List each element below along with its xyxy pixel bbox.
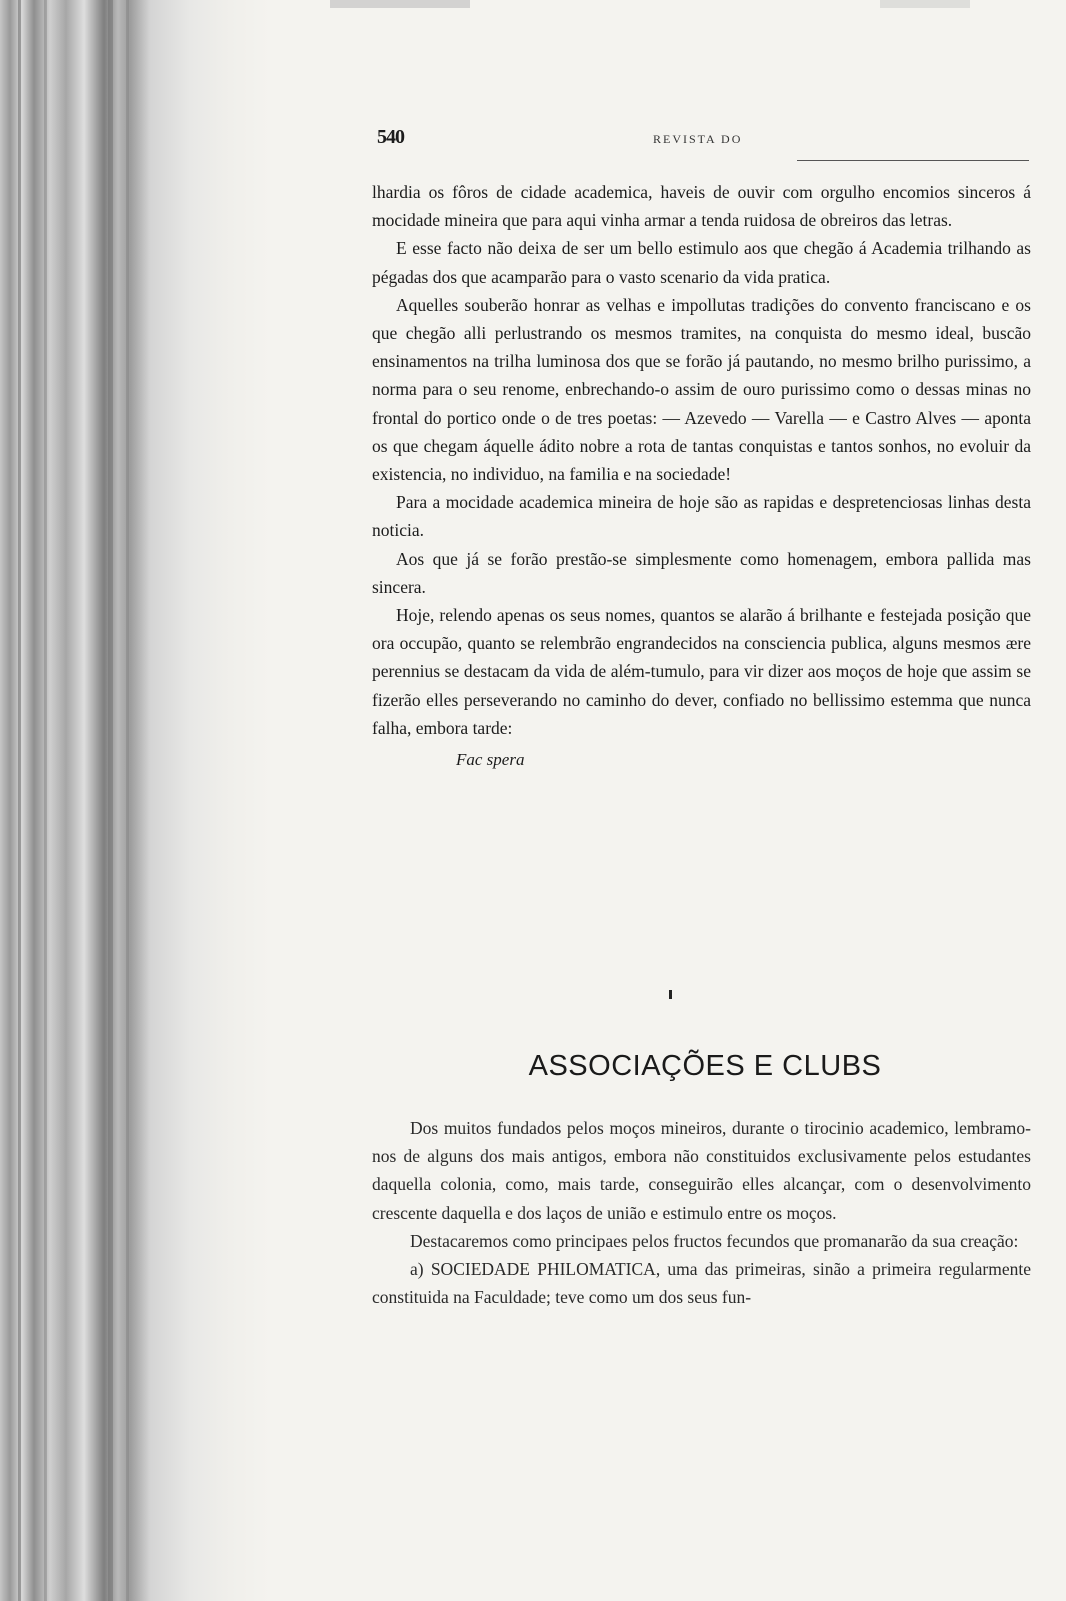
scan-streak (108, 0, 113, 1601)
paragraph: Aos que já se forão prestão-se simplesmente como homenagem, embora pallida mas sincera. (372, 548, 1031, 597)
paragraph: Dos muitos fundados pelos moços mineiros, durante o tirocinio academico, lembramo-nos de alguns dos mais antigos, embora não constituidos exclusivamente pelos estudantes daquella colonia, como, mais tarde, conseguirão elles alcançar, com o desenvolvimento crescente daquella e dos laços de união e estimulo entre os moços. (372, 1118, 1031, 1223)
paragraph: lhardia os fôros de cidade academica, haveis de ouvir com orgulho encomios sinceros á mocidade mineira que para aqui vinha armar a tenda ruidosa de obreiros das letras. (372, 182, 1031, 231)
paragraph: Aquelles souberão honrar as velhas e impollutas tradições do convento franciscano e os que chegão alli perlustrando os mesmos tramites, na conquista do mesmo ideal, buscão ensinamentos na trilha luminosa dos que se forão já pautando, no mesmo brilho purissimo, a norma para o seu renome, enbrechando-o assim de ouro purissimo como o dessas minas no frontal do portico onde o de tres poetas: — Azevedo — Varella — e Castro Alves — aponta os que chegam áquelle ádito nobre a rota de tantas conquistas e tantos sonhos, no evoluir da existencia, no individuo, na familia e na sociedade! (372, 294, 1031, 485)
ornament-mark (669, 990, 672, 999)
header-rule (797, 160, 1029, 161)
paragraph: a) SOCIEDADE PHILOMATICA, uma das primeiras, sinão a primeira regularmente constituida na Faculdade; teve como um dos seus fun- (372, 1259, 1031, 1308)
scan-streak (18, 0, 21, 1601)
page-number: 540 (377, 126, 404, 148)
paragraph: E esse facto não deixa de ser um bello estimulo aos que chegão á Academia trilhando as pégadas dos que acamparão para o vasto scenario da vida pratica. (372, 238, 1031, 287)
scan-smudge (880, 0, 970, 8)
binding-shadow (0, 0, 270, 1601)
section-body (372, 1114, 1031, 1311)
section-title: ASSOCIAÇÕES E CLUBS (528, 1050, 882, 1082)
page-header (377, 126, 1037, 156)
paragraph: Para a mocidade academica mineira de hoje são as rapidas e despretenciosas linhas desta noticia. (372, 492, 1031, 541)
scan-smudge (330, 0, 470, 8)
running-title: REVISTA DO (653, 132, 743, 146)
paragraph: Destacaremos como principaes pelos fructos fecundos que promanarão da sua creação: (410, 1230, 1019, 1251)
scan-streak (44, 0, 47, 1601)
paragraph: Hoje, relendo apenas os seus nomes, quantos se alarão á brilhante e festejada posição que ora occupão, quanto se relembrão engrandecidos na consciencia publica, alguns mesmos ære perennius se destacam da vida de além-tumulo, para vir dizer aos moços de hoje que assim se fizerão elles perseverando no caminho do dever, confiado no bellissimo estemma que nunca falha, embora tarde: (372, 605, 1031, 738)
article-body (372, 178, 1031, 774)
scan-streak (126, 0, 129, 1601)
signature-line: Fac spera (456, 750, 525, 770)
